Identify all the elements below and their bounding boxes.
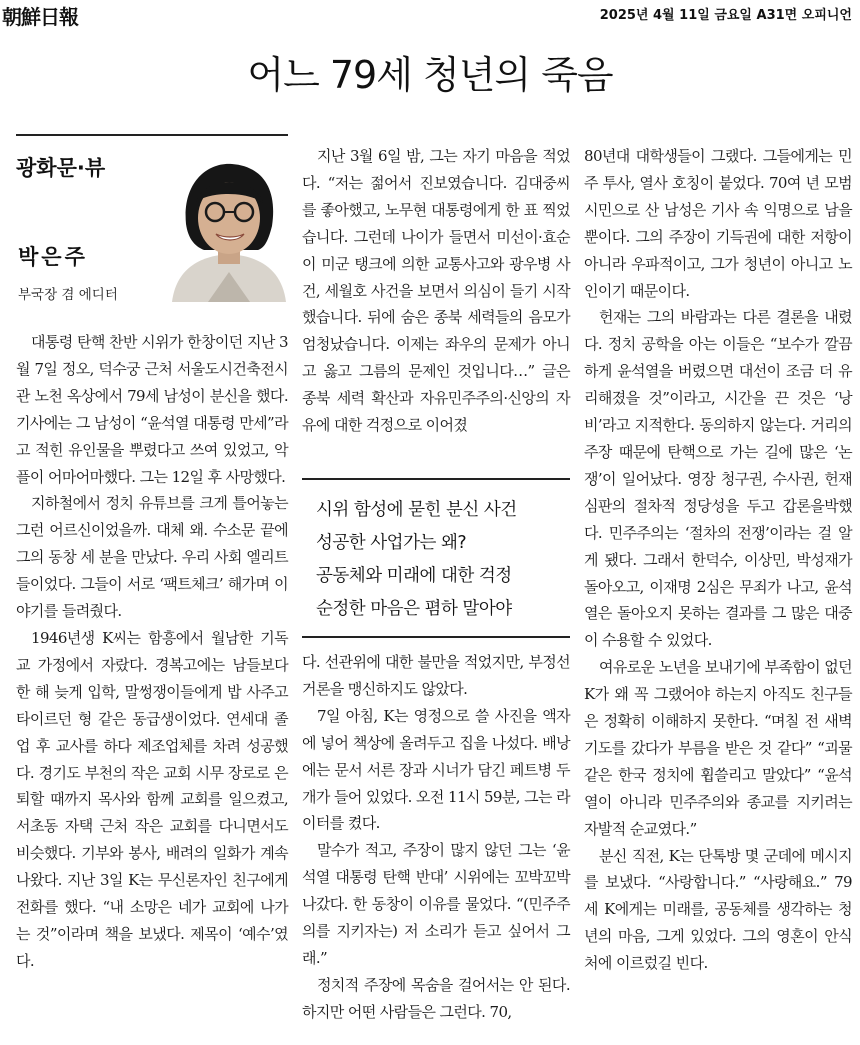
body-paragraph: 다. 선관위에 대한 불만을 적었지만, 부정선거론을 맹신하지도 않았다. xyxy=(302,653,570,698)
body-paragraph: 여유로운 노년을 보내기에 부족함이 없던 K가 왜 꼭 그랬어야 하는지 아직도 친구들은 정확히 이해하지 못한다. “며칠 전 새벽 기도를 갔다가 부름을 받은 것 같다” “괴물 같은 한국 정치에 휩쓸리고 말았다” “윤석열이 아니라 민주주의와 종교를 지키려는 자발적 순교였다.” xyxy=(584,658,852,838)
author-name: 박은주 xyxy=(18,245,88,269)
author-title: 부국장 겸 에디터 xyxy=(18,287,118,303)
body-column-2 xyxy=(302,143,570,439)
masthead xyxy=(0,0,860,28)
body-paragraph: 헌재는 그의 바람과는 다른 결론을 내렸다. 정치 공학을 아는 이들은 “보수가 깔끔하게 윤석열을 버렸으면 대선이 조금 더 유리해졌을 것”이라고, 시간을 끈 것은 ‘낭비’라고 지적한다. 동의하지 않는다. 거리의 주장 때문에 탄핵으로 가는 길에 많은 ‘논쟁’이 일어났다. 영장 청구권, 수사권, 헌재 심판의 절차적 정당성을 두고 갑론을박했다. 민주주의는 ‘절차의 전쟁’이라는 걸 알게 됐다. 그래서 한덕수, 이상민, 박성재가 돌아오고, 이재명 2심은 무죄가 나고, 윤석열은 돌아오지 못하는 결과를 그 많은 대중이 수용할 수 있었다. xyxy=(584,308,852,650)
pull-quote-line: 공동체와 미래에 대한 걱정 xyxy=(316,566,512,586)
dateline: 2025년 4월 11일 금요일 A31면 오피니언 xyxy=(599,8,852,23)
pull-quote-line: 성공한 사업가는 왜? xyxy=(316,533,467,553)
pull-quote xyxy=(302,478,570,638)
body-paragraph: 말수가 적고, 주장이 많지 않던 그는 ‘윤석열 대통령 탄핵 반대’ 시위에는 꼬박꼬박 나갔다. 한 동창이 이유를 물었다. “(민주주의를 지키자는) 저 소리가 듣고 싶어서 그래.” xyxy=(302,841,570,967)
body-paragraph: 분신 직전, K는 단톡방 몇 군데에 메시지를 보냈다. “사랑합니다.” “사랑해요.” 79세 K에게는 미래를, 공동체를 생각하는 청년의 마음, 그게 있었다. 그의 영혼이 안식처에 이르렀길 빈다. xyxy=(584,846,852,973)
body-paragraph: 지난 3월 6일 밤, 그는 자기 마음을 적었다. “저는 젊어서 진보였습니다. 김대중씨를 좋아했고, 노무현 대통령에게 한 표 찍었습니다. 그런데 나이가 들면서 미선이·효순이 미군 탱크에 의한 교통사고와 광우병 사건, 세월호 사건을 보면서 의심이 들기 시작했습니다. 뒤에 숨은 종북 세력들의 음모가 엄청났습니다. 이제는 좌우의 문제가 아니고 옳고 그름의 문제인 것입니다…” 글은 종북 세력 확산과 자유민주주의·신앙의 자유에 대한 걱정으로 이어졌 xyxy=(302,147,570,435)
body-paragraph: 지하철에서 정치 유튜브를 크게 틀어놓는 그런 어르신이었을까. 대체 왜. 수소문 끝에 그의 동창 세 분을 만났다. 우리 사회 엘리트들이었다. 그들이 서로 ‘팩트체크’ 해가며 이야기를 들려줬다. xyxy=(16,494,288,621)
column-section-label: 광화문·뷰 xyxy=(16,156,106,180)
body-paragraph: 정치적 주장에 목숨을 걸어서는 안 된다. 하지만 어떤 사람들은 그런다. 70, xyxy=(302,975,570,1021)
body-column-2-continued xyxy=(302,649,570,1026)
column-header-rule xyxy=(16,134,288,136)
newspaper-logo: 朝鮮日報 xyxy=(2,5,78,29)
body-column-3 xyxy=(584,143,852,977)
body-paragraph: 대통령 탄핵 찬반 시위가 한창이던 지난 3월 7일 정오, 덕수궁 근처 서울도시건축전시관 노천 옥상에서 79세 남성이 분신을 했다. 기사에는 그 남성이 “윤석열 대통령 만세”라고 적힌 유인물을 뿌렸다고 쓰여 있었고, 악플이 어마어마했다. 그는 12일 후 사망했다. xyxy=(16,333,288,486)
body-paragraph: 1946년생 K씨는 함흥에서 월남한 기독교 가정에서 자랐다. 경복고에는 남들보다 한 해 늦게 입학, 말썽쟁이들에게 밥 사주고 타이르던 형 같은 동급생이었다. 연세대 졸업 후 교사를 하다 제조업체를 차려 성공했다. 경기도 부천의 작은 교회 시무 장로로 은퇴할 때까지 목사와 함께 교회를 일으켰고, 서초동 자택 근처 작은 교회를 다니면서도 비슷했다. 기부와 봉사, 배려의 일화가 계속 나왔다. 지난 3일 K는 무신론자인 친구에게 전화를 했다. “내 소망은 네가 교회에 나가는 것”이라며 책을 보냈다. 제목이 ‘예수’였다. xyxy=(16,628,288,970)
body-paragraph: 80년대 대학생들이 그랬다. 그들에게는 민주 투사, 열사 호칭이 붙었다. 70여 년 모범 시민으로 산 남성은 기사 속 익명으로 남을 뿐이다. 그의 주장이 기득권에 대한 저항이 아니라 우파적이고, 그가 청년이 아니고 노인이기 때문이다. xyxy=(584,147,852,300)
body-paragraph: 7일 아침, K는 영정으로 쓸 사진을 액자에 넣어 책상에 올려두고 집을 나섰다. 배낭에는 문서 서른 장과 시너가 담긴 페트병 두 개가 들어 있었다. 오전 11시 59분, 그는 라이터를 켰다. xyxy=(302,706,570,833)
pull-quote-line: 순정한 마음은 폄하 말아야 xyxy=(316,599,512,619)
pull-quote-line: 시위 함성에 묻힌 분신 사건 xyxy=(316,500,517,520)
body-column-1 xyxy=(16,329,288,975)
author-photo xyxy=(168,152,290,302)
article-headline: 어느 79세 청년의 죽음 xyxy=(247,53,613,97)
